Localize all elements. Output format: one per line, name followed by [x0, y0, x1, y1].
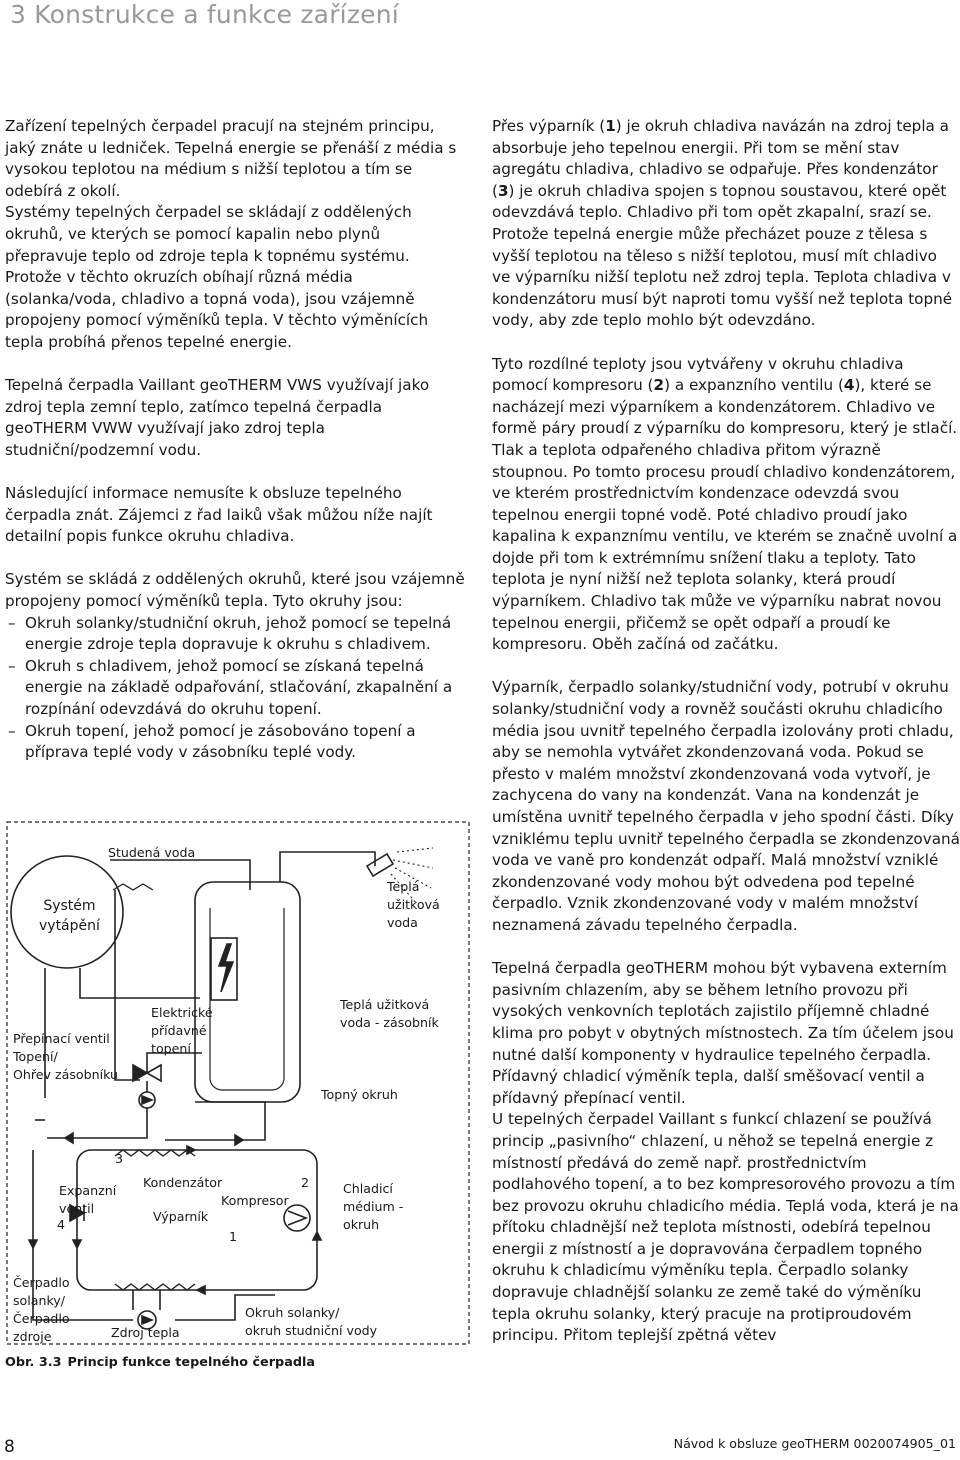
caption-number: Obr. 3.3: [5, 1355, 62, 1370]
shower-head: [367, 854, 393, 876]
label-brine-pump: Čerpadlo solanky/ Čerpadlo zdroje: [13, 1275, 70, 1344]
page-number: 8: [4, 1437, 15, 1457]
number-3: 3: [115, 1151, 124, 1166]
label-evaporator: Výparník: [153, 1209, 209, 1224]
paragraph: Tepelná čerpadla Vaillant geoTHERM VWS využívají jako zdroj tepla zemní teplo, zatímco tepelná čerpadla geoTHERM VWW využívají jako zdroj tepla studniční/podzemní vodu.: [5, 376, 430, 459]
document-reference: Návod k obsluze geoTHERM 0020074905_01: [673, 1436, 956, 1451]
label-heating-circuit: Topný okruh: [321, 1087, 398, 1102]
right-text-column: [492, 116, 960, 1347]
label-condenser: Kondenzátor: [143, 1175, 223, 1190]
label-heating-system: Systém vytápění: [39, 898, 100, 934]
number-2: 2: [301, 1175, 310, 1190]
label-electric-heater: Elektrické přídavné topení: [151, 1005, 213, 1056]
label-hot-water-tank: Teplá užitková voda - zásobník: [340, 997, 439, 1030]
label-brine-circuit: Okruh solanky/ okruh studniční vody: [245, 1305, 378, 1338]
paragraph: Přes výparník (1) je okruh chladiva navázán na zdroj tepla a absorbuje jeho tepelnou energii. Při tom se mění stav agregátu chladiva, chladivo se odpařuje. Přes kondenzátor (3) je okruh chladiva spojen s topnou soustavou, které opět odevzdává teplo. Chladivo při tom opět zkapalní, srazí se.: [492, 117, 949, 222]
caption-text: Princip funkce tepelného čerpadla: [67, 1355, 316, 1370]
label-switch-valve: Přepínací ventil Topení/ Ohřev zásobníku: [13, 1031, 118, 1082]
hot-water-pipe: [280, 852, 375, 882]
paragraph: Následující informace nemusíte k obsluze tepelného čerpadla znát. Zájemci z řad laiků však můžou níže najít detailní popis funkce okruhu chladiva.: [5, 484, 433, 546]
label-expansion-valve: Expanzní ventil: [59, 1183, 117, 1216]
number-4: 4: [57, 1217, 66, 1232]
paragraph: Protože tepelná energie může přecházet pouze z tělesa s vyšší teplotou na těleso s nižší teplotou, musí mít chladivo ve výparníku nižší teplotu než zdroj tepla. Teplota chladiva v kondenzátoru musí být naproti tomu vyšší než teplota topné vody, aby zde teplo mohlo být odevzdáno.: [492, 224, 953, 330]
paragraph: Systém se skládá z oddělených okruhů, které jsou vzájemně propojeny pomocí výměníků tepla. Tyto okruhy jsou:: [5, 570, 465, 611]
section-title: 3 Konstrukce a funkce zařízení: [10, 0, 399, 29]
heat-pump-diagram: [5, 820, 473, 1350]
list-item: – Okruh solanky/studniční okruh, jehož pomocí se tepelná energie zdroje tepla dopravuje k okruhu s chladivem.: [5, 613, 467, 656]
cold-water-pipe: [110, 860, 250, 890]
label-heat-source: Zdroj tepla: [111, 1325, 180, 1340]
paragraph: Zařízení tepelných čerpadel pracují na stejném principu, jaký znáte u ledniček. Tepelná energie se přenáší z média s vysokou teplotou na médium s nižší teplotou a tím se odebírá z okolí.: [5, 117, 457, 200]
circuit-list: [5, 613, 467, 764]
paragraph: Výparník, čerpadlo solanky/studniční vody, potrubí v okruhu solanky/studniční vody a rovněž součásti okruhu chladicího média jsou uvnitř tepelného čerpadla izolovány proti chladu, aby se nemohla vytvářet zkondenzovaná voda. Pokud se přesto v malém množství zkondenzovaná voda vytvoří, je zachycena do vany na kondenzát. Vana na kondenzát je umístěna uvnitř tepelného čerpadla v jeho spodní části. Díky vzniklému teplu uvnitř tepelného čerpadla se zkondenzovaná voda ve vaně pro kondenzát odpaří. Malá množství vzniklé zkondenzované vody mohou být odvedena pod tepelné čerpadlo. Vznik zkondenzované vody v malém množství neznamená závadu tepelného čerpadla.: [492, 678, 960, 934]
paragraph: Tyto rozdílné teploty jsou vytvářeny v okruhu chladiva pomocí kompresoru (2) a expanzního ventilu (4), které se nacházejí mezi výparníkem a kondenzátorem. Chladivo ve formě páry proudí z výparníku do kompresoru, který je stlačí. Tlak a teplota odpařeného chladiva přitom výrazně stoupnou. Po tomto procesu proudí chladivo kondenzátorem, ve kterém prostřednictvím kondenzace odevzdá svou tepelnou energii topné vodě. Poté chladivo proudí jako kapalina k expanznímu ventilu, ve kterém se značně uvolní a dojde při tom k extrémnímu snížení tlaku a teploty. Tato teplota je nyní nižší než teplota solanky, která proudí výparníkem. Chladivo tak může ve výparníku nabrat novou tepelnou energii, přičemž se opět odpaří a proudí ke kompresoru. Oběh začíná od začátku.: [492, 354, 958, 654]
left-text-column: [5, 116, 467, 764]
paragraph: Systémy tepelných čerpadel se skládají z oddělených okruhů, ve kterých se pomocí kapalin nebo plynů přepravuje teplo od zdroje tepla k topnému systému. Protože v těchto okruzích obíhají různá média (solanka/voda, chladivo a topná voda), jsou vzájemně propojeny pomocí výměníků tepla. V těchto výměnících tepla probíhá přenos tepelné energie.: [5, 203, 429, 351]
list-item: – Okruh s chladivem, jehož pomocí se získaná tepelná energie na základě odpařování, stlačování, zkapalnění a rozpínání odevzdává do okruhu topení.: [5, 656, 467, 721]
figure-caption: [5, 1355, 315, 1370]
label-hot-utility-water: Teplá užitková voda: [387, 879, 440, 930]
paragraph: Tepelná čerpadla geoTHERM mohou být vybavena externím pasivním chlazením, aby se během letního provozu při vysokých venkovních teplotách zajistilo příjemně chladné klima pro pobyt v obytných místnostech. Za tím účelem jsou nutné další komponenty v hydraulice tepelného čerpadla. Přídavný chladicí výměník tepla, další směšovací ventil a přídavný přepínací ventil.: [492, 959, 954, 1107]
label-compressor: Kompresor: [221, 1193, 289, 1208]
list-item: – Okruh topení, jehož pomocí je zásobováno topení a příprava teplé vody v zásobníku teplé vody.: [5, 721, 467, 764]
paragraph: U tepelných čerpadel Vaillant s funkcí chlazení se používá princip „pasivního“ chlazení, u něhož se tepelná energie z místností předává do země např. prostřednictvím podlahového topení, a to bez kompresorového provozu a tím bez provozu okruhu chladicího média. Teplá voda, která je na přítoku chladnější než teplota místnosti, odebírá tepelnou energii z místností a je dopravována čerpadlem topného okruhu k chladicímu výměníku tepla. Čerpadlo solanky dopravuje chladnější solanku ze země také do výměníku tepla okruhu solanky, který pracuje na protiproudovém principu. Přitom teplejší zpětná větev: [492, 1110, 959, 1345]
number-1: 1: [229, 1229, 238, 1244]
label-refrigerant-circuit: Chladicí médium - okruh: [343, 1181, 404, 1232]
label-cold-water: Studená voda: [108, 845, 196, 860]
